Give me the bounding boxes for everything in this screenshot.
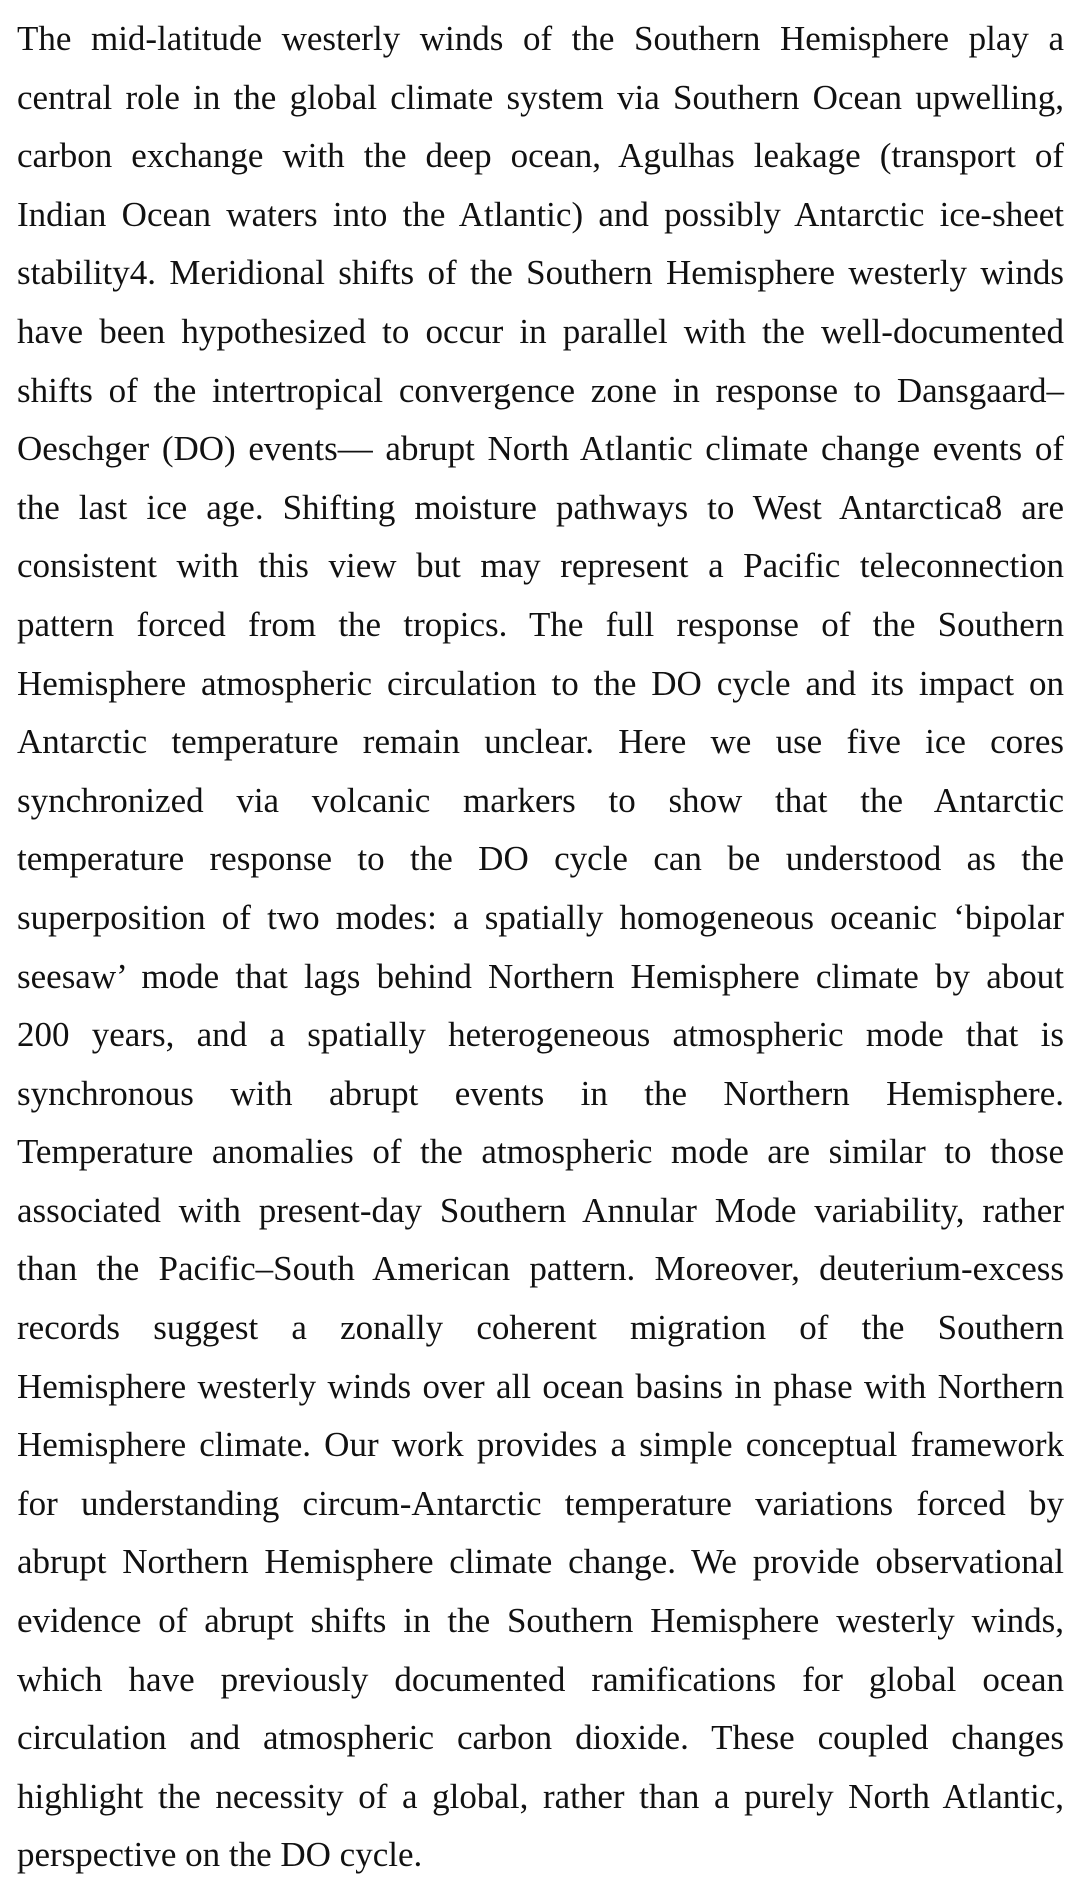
- text-line: synchronous with abrupt events in the Northern Hemisphere.: [17, 1073, 1064, 1113]
- text-line: Hemisphere atmospheric circulation to the DO cycle and its impact on: [17, 663, 1064, 703]
- text-line: associated with present-day Southern Annular Mode variability, rather: [17, 1190, 1064, 1230]
- abstract-paragraph: [17, 10, 1064, 1885]
- text-line: shifts of the intertropical convergence zone in response to Dansgaard–: [17, 370, 1064, 410]
- text-line: for understanding circum-Antarctic temperature variations forced by: [17, 1483, 1064, 1523]
- text-line: Oeschger (DO) events— abrupt North Atlantic climate change events of: [17, 429, 1064, 469]
- text-line: Hemisphere climate. Our work provides a simple conceptual framework: [17, 1425, 1064, 1465]
- text-line: temperature response to the DO cycle can be understood as the: [17, 839, 1064, 879]
- text-line: have been hypothesized to occur in parallel with the well-documented: [17, 311, 1064, 351]
- text-line: carbon exchange with the deep ocean, Agulhas leakage (transport of: [17, 136, 1064, 176]
- text-line: stability4. Meridional shifts of the Southern Hemisphere westerly winds: [17, 253, 1064, 293]
- text-line: abrupt Northern Hemisphere climate change. We provide observational: [17, 1542, 1064, 1582]
- text-line: consistent with this view but may represent a Pacific teleconnection: [17, 546, 1064, 586]
- text-line: central role in the global climate system via Southern Ocean upwelling,: [17, 77, 1064, 117]
- text-line: Hemisphere westerly winds over all ocean basins in phase with Northern: [17, 1366, 1064, 1406]
- text-line: 200 years, and a spatially heterogeneous atmospheric mode that is: [17, 1015, 1064, 1055]
- text-line: than the Pacific–South American pattern. Moreover, deuterium-excess: [17, 1249, 1064, 1289]
- text-line: records suggest a zonally coherent migration of the Southern: [17, 1308, 1064, 1348]
- text-line: The mid-latitude westerly winds of the Southern Hemisphere play a: [17, 19, 1064, 58]
- text-line: the last ice age. Shifting moisture pathways to West Antarctica8 are: [17, 487, 1064, 527]
- text-line: perspective on the DO cycle.: [17, 1835, 423, 1875]
- text-line: superposition of two modes: a spatially homogeneous oceanic ‘bipolar: [17, 897, 1064, 937]
- text-line: Antarctic temperature remain unclear. Here we use five ice cores: [17, 722, 1064, 762]
- text-line: Indian Ocean waters into the Atlantic) and possibly Antarctic ice-sheet: [17, 194, 1064, 234]
- text-line: synchronized via volcanic markers to show that the Antarctic: [17, 780, 1064, 820]
- text-line: circulation and atmospheric carbon dioxide. These coupled changes: [17, 1718, 1064, 1758]
- text-line: which have previously documented ramifications for global ocean: [17, 1659, 1064, 1699]
- text-line: seesaw’ mode that lags behind Northern Hemisphere climate by about: [17, 956, 1064, 996]
- text-line: evidence of abrupt shifts in the Southern Hemisphere westerly winds,: [17, 1601, 1064, 1641]
- text-line: Temperature anomalies of the atmospheric mode are similar to those: [17, 1132, 1064, 1172]
- text-line: pattern forced from the tropics. The full response of the Southern: [17, 604, 1064, 644]
- text-line: highlight the necessity of a global, rather than a purely North Atlantic,: [17, 1776, 1064, 1816]
